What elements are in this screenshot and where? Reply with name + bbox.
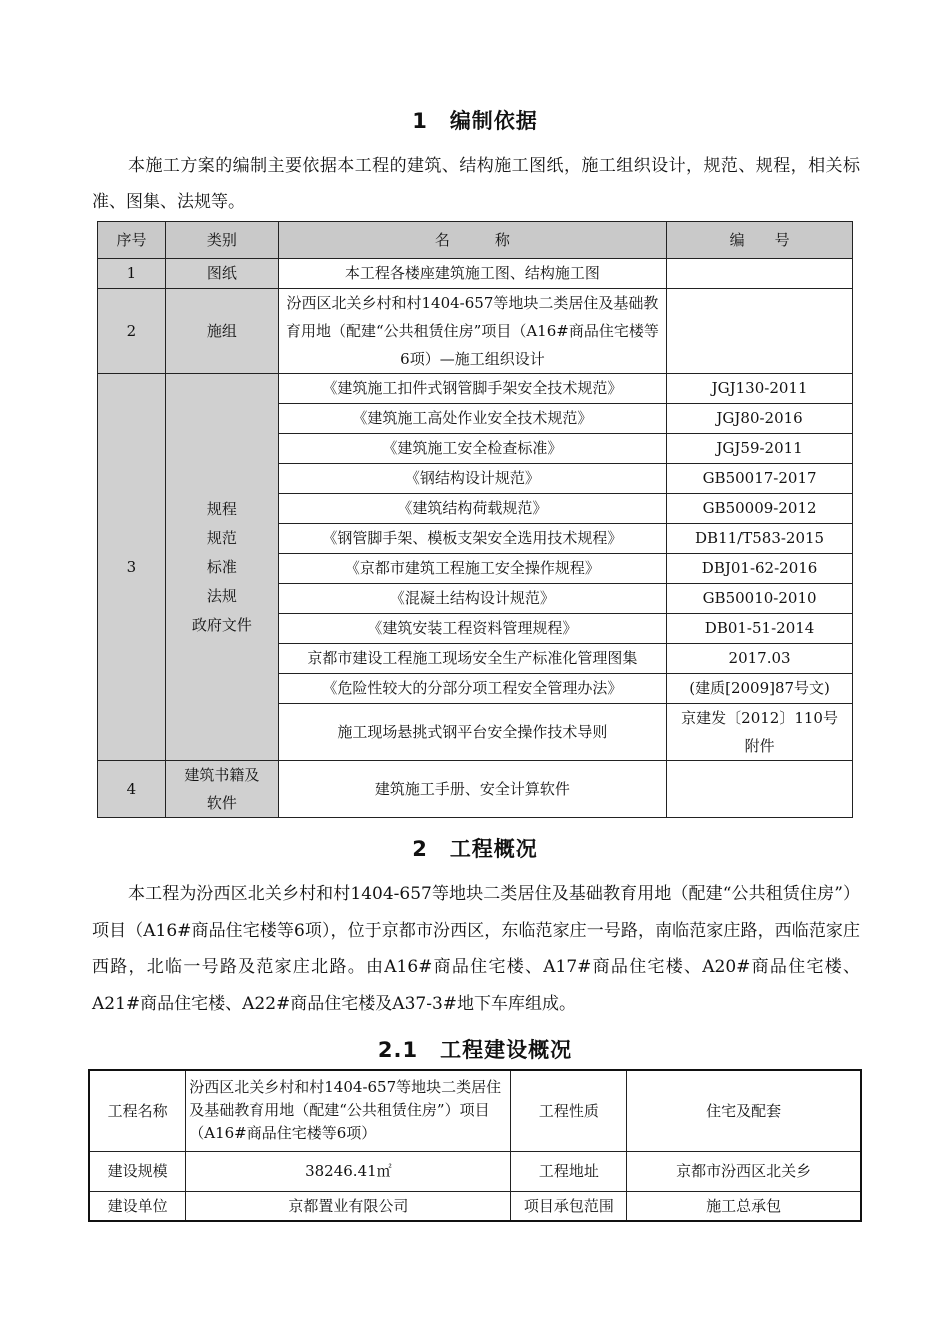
standard-name: 《混凝土结构设计规范》 bbox=[278, 584, 666, 614]
header-name: 名 称 bbox=[278, 222, 666, 259]
standard-name: 《钢结构设计规范》 bbox=[278, 464, 666, 494]
table-row bbox=[89, 1191, 861, 1221]
project-name-label: 工程名称 bbox=[89, 1070, 186, 1151]
row-name: 汾西区北关乡村和村1404-657等地块二类居住及基础教育用地（配建“公共租赁住房”项目（A16#商品住宅楼等6项）—施工组织设计 bbox=[278, 289, 666, 374]
row-index: 1 bbox=[98, 259, 166, 289]
section-2-1-title bbox=[0, 1034, 950, 1064]
standard-code: GB50010-2010 bbox=[667, 584, 853, 614]
header-code: 编 号 bbox=[667, 222, 853, 259]
standard-name: 《建筑施工扣件式钢管脚手架安全技术规范》 bbox=[278, 374, 666, 404]
standard-name: 《危险性较大的分部分项工程安全管理办法》 bbox=[278, 674, 666, 704]
row-name: 本工程各楼座建筑施工图、结构施工图 bbox=[278, 259, 666, 289]
standard-code: JGJ59-2011 bbox=[667, 434, 853, 464]
standard-code: GB50009-2012 bbox=[667, 494, 853, 524]
project-nature-label: 工程性质 bbox=[511, 1070, 627, 1151]
row-category-group bbox=[165, 374, 278, 761]
project-nature-value: 住宅及配套 bbox=[627, 1070, 861, 1151]
standard-code: GB50017-2017 bbox=[667, 464, 853, 494]
section-2-number: 2 bbox=[412, 837, 428, 861]
standard-code: DB11/T583-2015 bbox=[667, 524, 853, 554]
section-2-paragraph: 本工程为汾西区北关乡村和村1404-657等地块二类居住及基础教育用地（配建“公共租赁住房”）项目（A16#商品住宅楼等6项），位于京都市汾西区，东临范家庄一号路，南临范家庄路，西临范家庄西路，北临一号路及范家庄北路。由A16#商品住宅楼、A17#商品住宅楼、A20#商品住宅楼、A21#商品住宅楼、A22#商品住宅楼及A37-3#地下车库组成。 bbox=[92, 884, 860, 1014]
scale-value: 38246.41㎡ bbox=[186, 1151, 511, 1191]
section-1-paragraph: 本施工方案的编制主要依据本工程的建筑、结构施工图纸，施工组织设计，规范、规程，相关标准、图集、法规等。 bbox=[92, 156, 860, 212]
section-1-number: 1 bbox=[412, 109, 428, 133]
contract-scope-value: 施工总承包 bbox=[627, 1191, 861, 1221]
category-line: 规程 bbox=[206, 499, 237, 518]
row-category: 图纸 bbox=[165, 259, 278, 289]
table-row bbox=[89, 1070, 861, 1151]
standard-name: 京都市建设工程施工现场安全生产标准化管理图集 bbox=[278, 644, 666, 674]
standard-name: 《建筑安装工程资料管理规程》 bbox=[278, 614, 666, 644]
header-index: 序号 bbox=[98, 222, 166, 259]
basis-table bbox=[97, 221, 853, 818]
standard-code: JGJ80-2016 bbox=[667, 404, 853, 434]
row-index: 3 bbox=[98, 374, 166, 761]
standard-name: 施工现场悬挑式钢平台安全操作技术导则 bbox=[278, 704, 666, 761]
table-row bbox=[98, 761, 853, 818]
table-row bbox=[98, 374, 853, 404]
standard-name: 《钢管脚手架、模板支架安全选用技术规程》 bbox=[278, 524, 666, 554]
row-index: 2 bbox=[98, 289, 166, 374]
builder-label: 建设单位 bbox=[89, 1191, 186, 1221]
row-category: 施组 bbox=[165, 289, 278, 374]
header-category: 类别 bbox=[165, 222, 278, 259]
address-label: 工程地址 bbox=[511, 1151, 627, 1191]
row-category bbox=[165, 761, 278, 818]
project-name-value: 汾西区北关乡村和村1404-657等地块二类居住及基础教育用地（配建“公共租赁住房”）项目（A16#商品住宅楼等6项） bbox=[186, 1070, 511, 1151]
category-line: 政府文件 bbox=[191, 615, 252, 634]
section-2-title bbox=[0, 833, 950, 863]
code-line: 京建发〔2012〕110号 bbox=[681, 709, 838, 727]
standard-code bbox=[667, 704, 853, 761]
section-2-1-number: 2.1 bbox=[377, 1038, 419, 1062]
category-line: 标准 bbox=[206, 557, 237, 576]
overview-table bbox=[88, 1069, 862, 1222]
section-1-title bbox=[0, 105, 950, 135]
category-line: 建筑书籍及 bbox=[184, 766, 260, 784]
row-index: 4 bbox=[98, 761, 166, 818]
standard-name: 《建筑结构荷载规范》 bbox=[278, 494, 666, 524]
row-name: 建筑施工手册、安全计算软件 bbox=[278, 761, 666, 818]
section-2-heading: 工程概况 bbox=[449, 837, 538, 861]
address-value: 京都市汾西区北关乡 bbox=[627, 1151, 861, 1191]
section-2-1-heading: 工程建设概况 bbox=[440, 1038, 573, 1062]
row-code bbox=[667, 259, 853, 289]
table-row bbox=[98, 289, 853, 374]
table-header-row bbox=[98, 222, 853, 259]
category-line: 规范 bbox=[206, 528, 237, 547]
builder-value: 京都置业有限公司 bbox=[186, 1191, 511, 1221]
contract-scope-label: 项目承包范围 bbox=[511, 1191, 627, 1221]
standard-name: 《建筑施工高处作业安全技术规范》 bbox=[278, 404, 666, 434]
category-line: 软件 bbox=[206, 794, 237, 812]
row-code bbox=[667, 289, 853, 374]
standard-code: 2017.03 bbox=[667, 644, 853, 674]
table-row bbox=[89, 1151, 861, 1191]
section-1-heading: 编制依据 bbox=[449, 109, 538, 133]
standard-name: 《京都市建筑工程施工安全操作规程》 bbox=[278, 554, 666, 584]
row-code bbox=[667, 761, 853, 818]
table-row bbox=[98, 259, 853, 289]
standard-code: JGJ130-2011 bbox=[667, 374, 853, 404]
standard-code: DB01-51-2014 bbox=[667, 614, 853, 644]
standard-code: (建质[2009]87号文) bbox=[667, 674, 853, 704]
standard-code: DBJ01-62-2016 bbox=[667, 554, 853, 584]
standard-name: 《建筑施工安全检查标准》 bbox=[278, 434, 666, 464]
category-line: 法规 bbox=[206, 586, 237, 605]
code-line: 附件 bbox=[744, 737, 775, 755]
scale-label: 建设规模 bbox=[89, 1151, 186, 1191]
